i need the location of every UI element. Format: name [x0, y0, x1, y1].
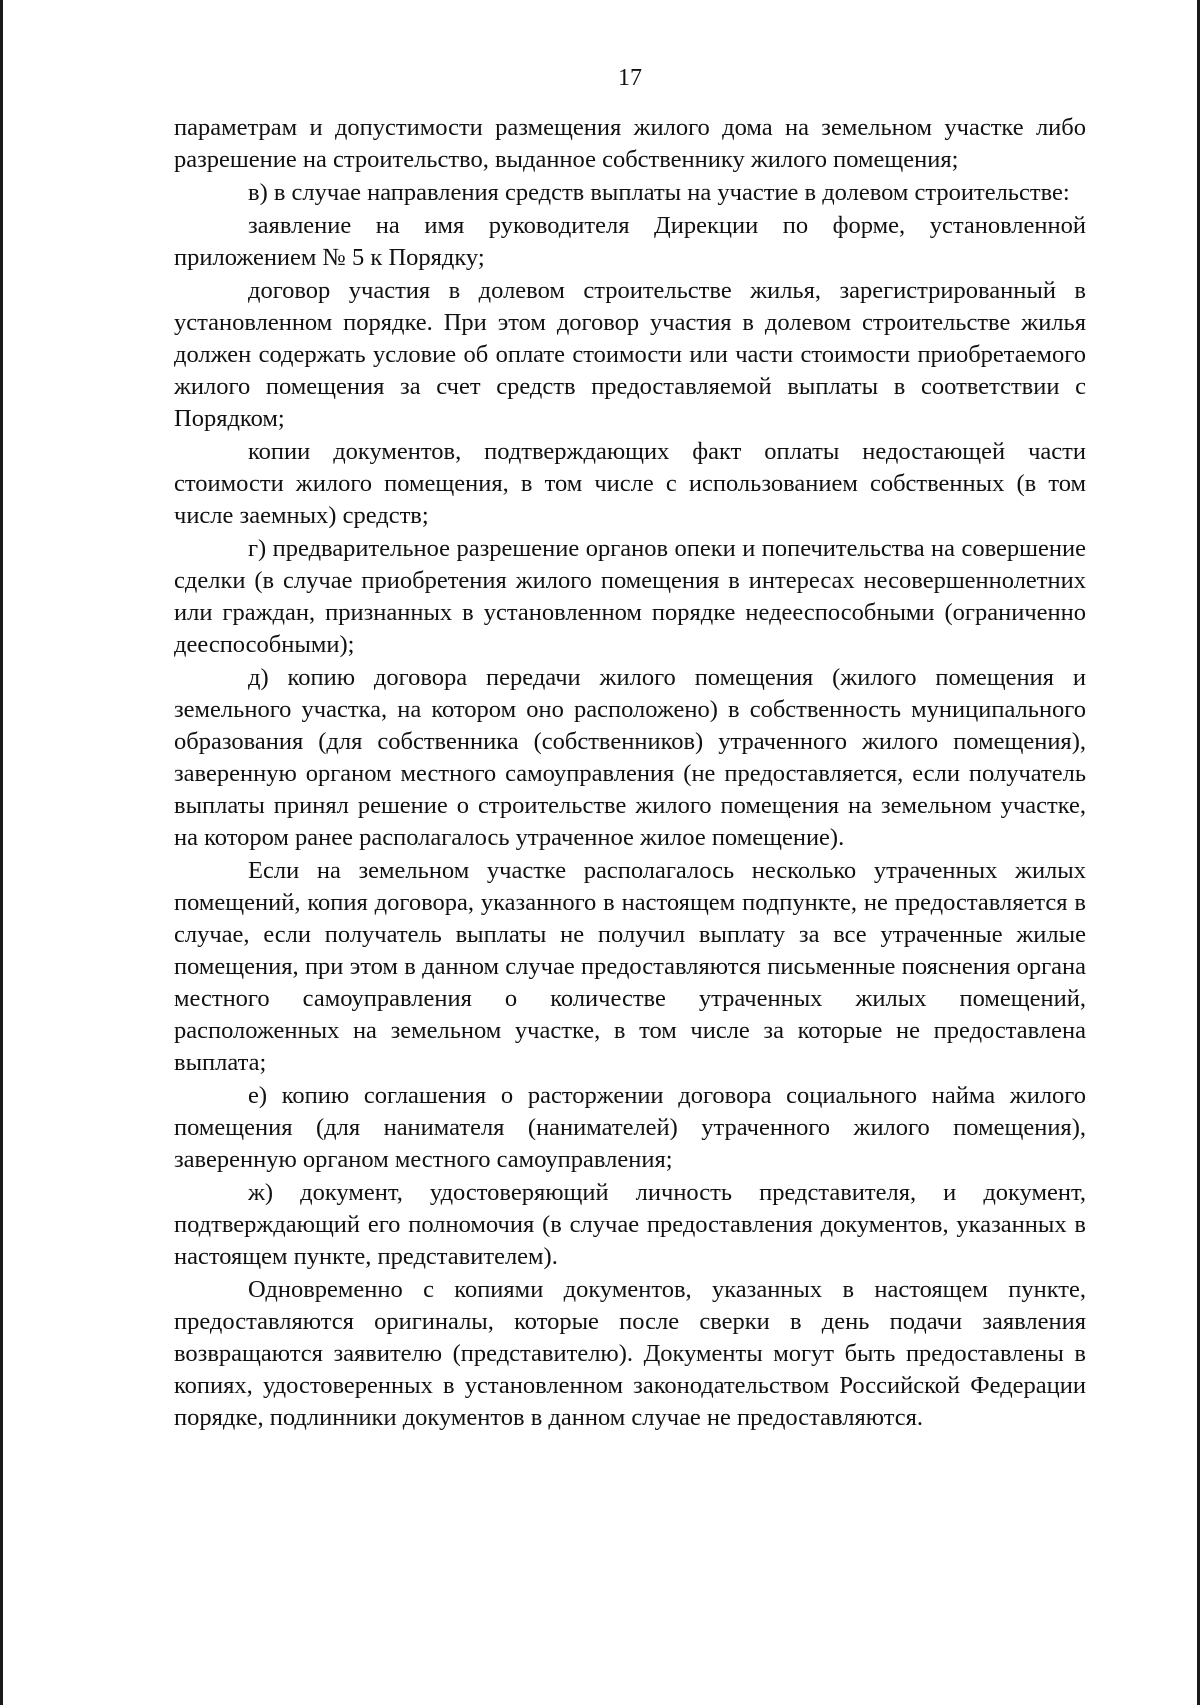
paragraph-continuation: параметрам и допустимости размещения жилого дома на земельном участке либо разрешение на строительство, выданное собственнику жилого помещения;	[174, 114, 1086, 173]
paragraph-subitem-g: г) предварительное разрешение органов опеки и попечительства на совершение сделки (в случае приобретения жилого помещения в интересах несовершеннолетних или граждан, признанных в установленном порядке недееспособными (ограниченно дееспособными);	[174, 535, 1086, 658]
paragraph-subitem-v: в) в случае направления средств выплаты на участие в долевом строительстве:	[248, 179, 1070, 206]
page-number: 17	[618, 65, 642, 91]
paragraph-subitem-e: е) копию соглашения о расторжении договора социального найма жилого помещения (для нанимателя (нанимателей) утраченного жилого помещения), заверенную органом местного самоуправления;	[174, 1082, 1086, 1173]
paragraph-application: заявление на имя руководителя Дирекции по форме, установленной приложением № 5 к Порядку;	[174, 212, 1086, 271]
scan-border-left	[0, 0, 3, 1705]
paragraph-subitem-zh: ж) документ, удостоверяющий личность представителя, и документ, подтверждающий его полномочия (в случае предоставления документов, указанных в настоящем пункте, представителем).	[174, 1179, 1086, 1270]
paragraph-payment-copies: копии документов, подтверждающих факт оплаты недостающей части стоимости жилого помещения, в том числе с использованием собственных (в том числе заемных) средств;	[174, 438, 1086, 529]
paragraph-multiple-premises: Если на земельном участке располагалось несколько утраченных жилых помещений, копия договора, указанного в настоящем подпункте, не предоставляется в случае, если получатель выплаты не получил выплату за все утраченные жилые помещения, при этом в данном случае предоставляются письменные пояснения органа местного самоуправления о количестве утраченных жилых помещений, расположенных на земельном участке, в том числе за которые не предоставлена выплата;	[174, 857, 1086, 1076]
document-body	[174, 112, 1086, 1434]
paragraph-originals: Одновременно с копиями документов, указанных в настоящем пункте, предоставляются оригиналы, которые после сверки в день подачи заявления возвращаются заявителю (представителю). Документы могут быть предоставлены в копиях, удостоверенных в установленном законодательством Российской Федерации порядке, подлинники документов в данном случае не предоставляются.	[174, 1276, 1086, 1431]
paragraph-share-contract: договор участия в долевом строительстве жилья, зарегистрированный в установленном порядке. При этом договор участия в долевом строительстве жилья должен содержать условие об оплате стоимости или части стоимости приобретаемого жилого помещения за счет средств предоставляемой выплаты в соответствии с Порядком;	[174, 277, 1086, 432]
paragraph-subitem-d: д) копию договора передачи жилого помещения (жилого помещения и земельного участка, на котором оно расположено) в собственность муниципального образования (для собственника (собственников) утраченного жилого помещения), заверенную органом местного самоуправления (не предоставляется, если получатель выплаты принял решение о строительстве жилого помещения на земельном участке, на котором ранее располагалось утраченное жилое помещение).	[174, 664, 1086, 851]
